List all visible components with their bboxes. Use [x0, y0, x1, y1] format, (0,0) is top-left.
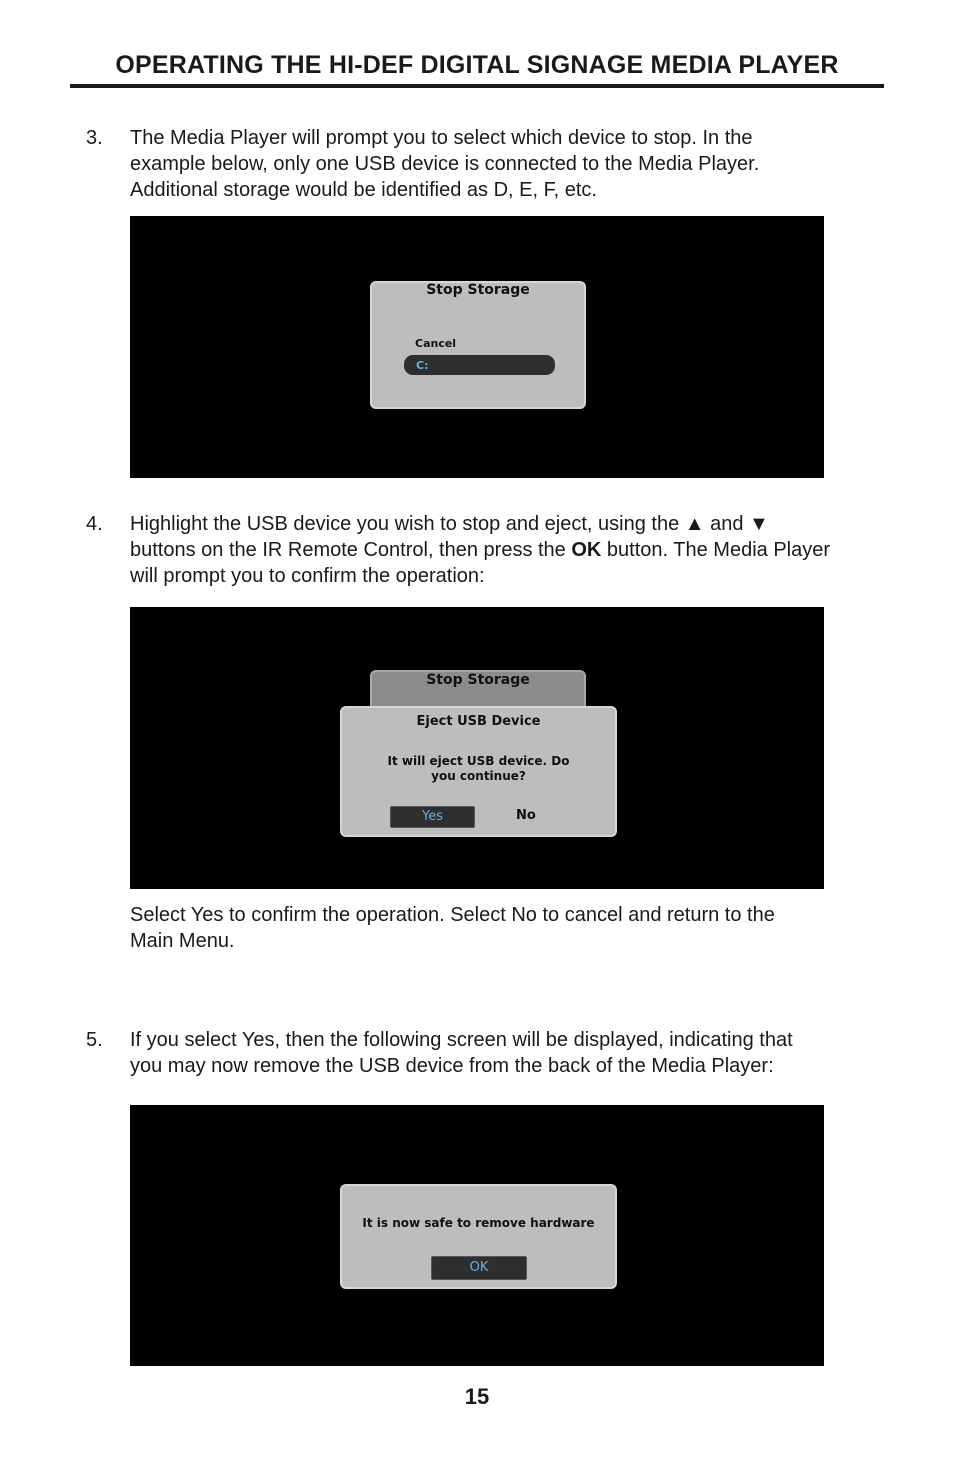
dialog-message: It is now safe to remove hardware: [362, 1216, 595, 1230]
step-line: Additional storage would be identified as D, E, F, etc.: [130, 179, 597, 201]
step-line: The Media Player will prompt you to select which device to stop. In the: [130, 127, 753, 149]
screenshot-stop-storage: [130, 216, 824, 478]
step-line: example below, only one USB device is connected to the Media Player.: [130, 153, 760, 175]
note-line: Select Yes to confirm the operation. Select No to cancel and return to the: [130, 904, 775, 926]
step-number: 4.: [86, 513, 103, 535]
step-3: [86, 125, 876, 203]
message-line: It will eject USB device. Do: [387, 754, 570, 768]
no-button[interactable]: No: [516, 808, 536, 823]
dialog-title: Stop Storage: [426, 282, 530, 298]
message-line: you continue?: [431, 769, 526, 783]
dialog-title: Stop Storage: [426, 672, 530, 688]
screenshot-safe-remove: [130, 1105, 824, 1366]
step-4: [86, 511, 876, 589]
step-text: [130, 511, 876, 589]
page-header: [70, 48, 884, 88]
step-text: [130, 1027, 876, 1079]
step-number: 5.: [86, 1029, 103, 1051]
step-line: Highlight the USB device you wish to stop and eject, using the ▲ and ▼: [130, 513, 769, 535]
device-c-option[interactable]: C:: [404, 355, 555, 375]
safe-remove-dialog: [340, 1184, 617, 1289]
cancel-option[interactable]: Cancel: [415, 337, 457, 350]
step-4-note: [130, 902, 870, 954]
step-line: will prompt you to confirm the operation:: [130, 565, 485, 587]
page-title: OPERATING THE HI-DEF DIGITAL SIGNAGE MEDIA PLAYER: [115, 51, 839, 79]
ok-emphasis: OK: [571, 539, 602, 561]
step-line: [130, 537, 876, 563]
note-line: Main Menu.: [130, 930, 235, 952]
eject-usb-dialog: [340, 706, 617, 837]
step-line-segment: button. The Media Player: [601, 539, 831, 561]
step-line-segment: buttons on the IR Remote Control, then press the: [130, 539, 572, 561]
step-text: [130, 125, 876, 203]
page-number: 15: [464, 1384, 490, 1409]
dialog-title: Eject USB Device: [416, 714, 541, 729]
dialog-message: [342, 754, 615, 784]
step-line: If you select Yes, then the following screen will be displayed, indicating that: [130, 1029, 793, 1051]
step-5: [86, 1027, 876, 1079]
stop-storage-dialog: [370, 281, 586, 409]
step-number: 3.: [86, 127, 103, 149]
yes-button[interactable]: Yes: [390, 806, 475, 828]
screenshot-eject-confirm: [130, 607, 824, 889]
step-line: you may now remove the USB device from the back of the Media Player:: [130, 1055, 774, 1077]
ok-button[interactable]: OK: [431, 1256, 527, 1280]
